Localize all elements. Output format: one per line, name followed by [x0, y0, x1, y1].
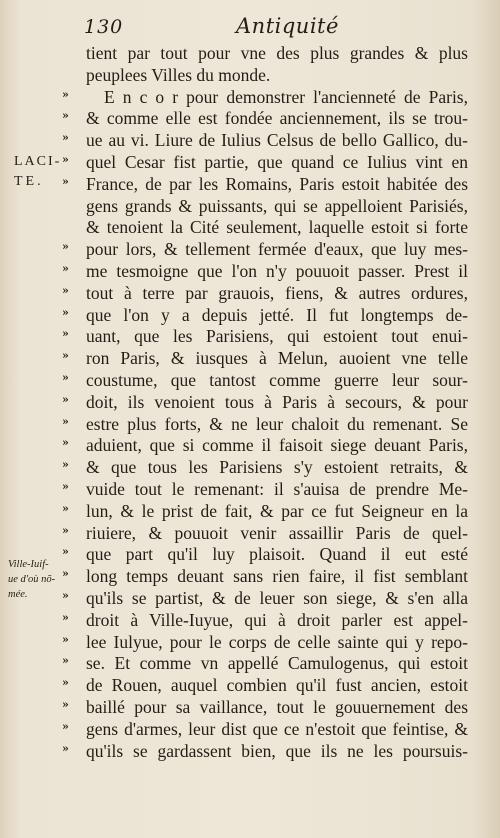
- page-number: 130: [84, 16, 124, 38]
- running-title: Antiquité: [236, 14, 339, 38]
- quotation-mark: »: [62, 697, 68, 711]
- line-text: qu'ils se partist, & de leuer son siege, & s'en alla: [86, 587, 468, 608]
- quotation-mark: »: [62, 610, 68, 624]
- line-text: ron Paris, & iusques à Melun, auoient vne telle: [86, 348, 468, 369]
- quotation-mark: »: [62, 436, 68, 450]
- quotation-mark: »: [62, 240, 68, 254]
- text-line: [0, 435, 500, 457]
- text-line: [0, 544, 500, 566]
- text-line: [0, 217, 500, 239]
- line-text: baillé pour sa vaillance, tout le gouuernement des: [86, 696, 468, 717]
- text-line: [0, 283, 500, 305]
- text-body: [0, 43, 500, 762]
- margin-note-line: Ville-Iuif-: [8, 559, 49, 570]
- line-text: me tesmoigne que l'on n'y pouuoit passer. Prest il: [86, 260, 468, 281]
- quotation-mark: »: [62, 479, 68, 493]
- line-text: doit, ils venoient tous à Paris à secours, & pour: [86, 391, 468, 412]
- line-text: tout à terre par grauois, fiens, & autres ordures,: [86, 282, 468, 303]
- quotation-mark: »: [62, 719, 68, 733]
- line-text: se. Et comme vn appellé Camulogenus, qui estoit: [86, 653, 468, 674]
- text-line: [0, 719, 500, 741]
- margin-note-line: mée.: [8, 589, 28, 600]
- text-line: [0, 261, 500, 283]
- quotation-mark: »: [62, 131, 68, 145]
- text-line: [0, 348, 500, 370]
- line-text: uant, que les Parisiens, qui estoient tout enui-: [86, 326, 468, 347]
- text-line: [0, 174, 500, 196]
- quotation-mark: »: [62, 588, 68, 602]
- line-text: long temps deuant sans rien faire, il fist semblant: [86, 566, 468, 587]
- line-text: France, de par les Romains, Paris estoit habitée des: [86, 173, 468, 194]
- line-text: peuplees Villes du monde.: [86, 64, 271, 85]
- text-line: [0, 130, 500, 152]
- line-text: quel Cesar fist partie, que quand ce Iulius vint en: [86, 151, 468, 172]
- text-line: [0, 675, 500, 697]
- text-line: [0, 65, 500, 87]
- line-text: vuide tout le remenant: il s'auisa de prendre Me-: [86, 478, 468, 499]
- text-line: [0, 653, 500, 675]
- line-text: aduient, que si comme il faisoit siege deuant Paris,: [86, 435, 468, 456]
- line-text: gens d'armes, leur dist que ce n'estoit que feintise, &: [86, 718, 468, 739]
- text-line: [0, 588, 500, 610]
- line-text: lee Iulyue, pour le corps de celle sainte qui y repo-: [86, 631, 468, 652]
- text-line: [0, 741, 500, 763]
- text-line: [0, 457, 500, 479]
- quotation-mark: »: [62, 458, 68, 472]
- text-line: [0, 610, 500, 632]
- text-line: [0, 392, 500, 414]
- quotation-mark: »: [62, 414, 68, 428]
- quotation-mark: »: [62, 261, 68, 275]
- text-line: [0, 196, 500, 218]
- text-line: [0, 501, 500, 523]
- quotation-mark: »: [62, 545, 68, 559]
- line-text: que l'on y a depuis jetté. Il fut longtemps de-: [86, 304, 468, 325]
- quotation-mark: »: [62, 109, 68, 123]
- line-text: pour lors, & tellement fermée d'eaux, que luy mes-: [86, 239, 468, 260]
- quotation-mark: »: [62, 349, 68, 363]
- quotation-mark: »: [62, 632, 68, 646]
- quotation-mark: »: [62, 305, 68, 319]
- line-text: E n c o r pour demonstrer l'ancienneté de Paris,: [104, 86, 468, 107]
- quotation-mark: »: [62, 327, 68, 341]
- text-line: [0, 108, 500, 130]
- quotation-mark: »: [62, 654, 68, 668]
- text-line: [0, 370, 500, 392]
- quotation-mark: »: [62, 741, 68, 755]
- line-text: de Rouen, auquel combien qu'il fust ancien, estoit: [86, 675, 468, 696]
- line-text: & tenoient la Cité seulement, laquelle estoit si forte: [86, 217, 468, 238]
- line-text: lun, & le prist de fait, & par ce fut Seigneur en la: [86, 500, 468, 521]
- line-text: que part qu'il luy plaisoit. Quand il eut esté: [86, 544, 468, 565]
- quotation-mark: »: [62, 392, 68, 406]
- margin-note-line: ue d'où nõ-: [8, 574, 56, 585]
- line-text: riuiere, & pouuoit venir assaillir Paris de quel-: [86, 522, 468, 543]
- text-line: [0, 326, 500, 348]
- text-line: [0, 239, 500, 261]
- quotation-mark: »: [62, 152, 68, 166]
- quotation-mark: »: [62, 676, 68, 690]
- quotation-mark: »: [62, 87, 68, 101]
- text-line: [0, 566, 500, 588]
- quotation-mark: »: [62, 501, 68, 515]
- line-text: tient par tout pour vne des plus grandes & plus: [86, 43, 468, 63]
- quotation-mark: »: [62, 523, 68, 537]
- line-text: & comme elle est fondée anciennement, ils se trou-: [86, 108, 468, 129]
- margin-label-te: TE.: [14, 174, 44, 189]
- quotation-mark: »: [62, 174, 68, 188]
- line-text: gens grands & puissants, qui se appelloient Parisiés,: [86, 195, 468, 216]
- text-line: [0, 697, 500, 719]
- text-line: [0, 87, 500, 109]
- margin-label-laci: LACI-: [14, 154, 62, 169]
- line-text: ue au vi. Liure de Iulius Celsus de bello Gallico, du-: [86, 130, 468, 151]
- page-header: [84, 16, 460, 42]
- text-line: [0, 632, 500, 654]
- line-text: qu'ils se gardassent bien, que ils ne les poursuis-: [86, 740, 468, 761]
- text-line: [0, 43, 500, 65]
- quotation-mark: »: [62, 567, 68, 581]
- line-text: & que tous les Parisiens s'y estoient retraits, &: [86, 457, 468, 478]
- line-text: estre plus forts, & ne leur chaloit du remenant. Se: [86, 413, 468, 434]
- text-line: [0, 414, 500, 436]
- line-text: droit à Ville-Iuyue, qui à droit parler est appel-: [86, 609, 468, 630]
- line-text: coustume, que tantost comme guerre leur sour-: [86, 369, 468, 390]
- quotation-mark: »: [62, 283, 68, 297]
- text-line: [0, 305, 500, 327]
- quotation-mark: »: [62, 370, 68, 384]
- text-line: [0, 152, 500, 174]
- text-line: [0, 523, 500, 545]
- text-line: [0, 479, 500, 501]
